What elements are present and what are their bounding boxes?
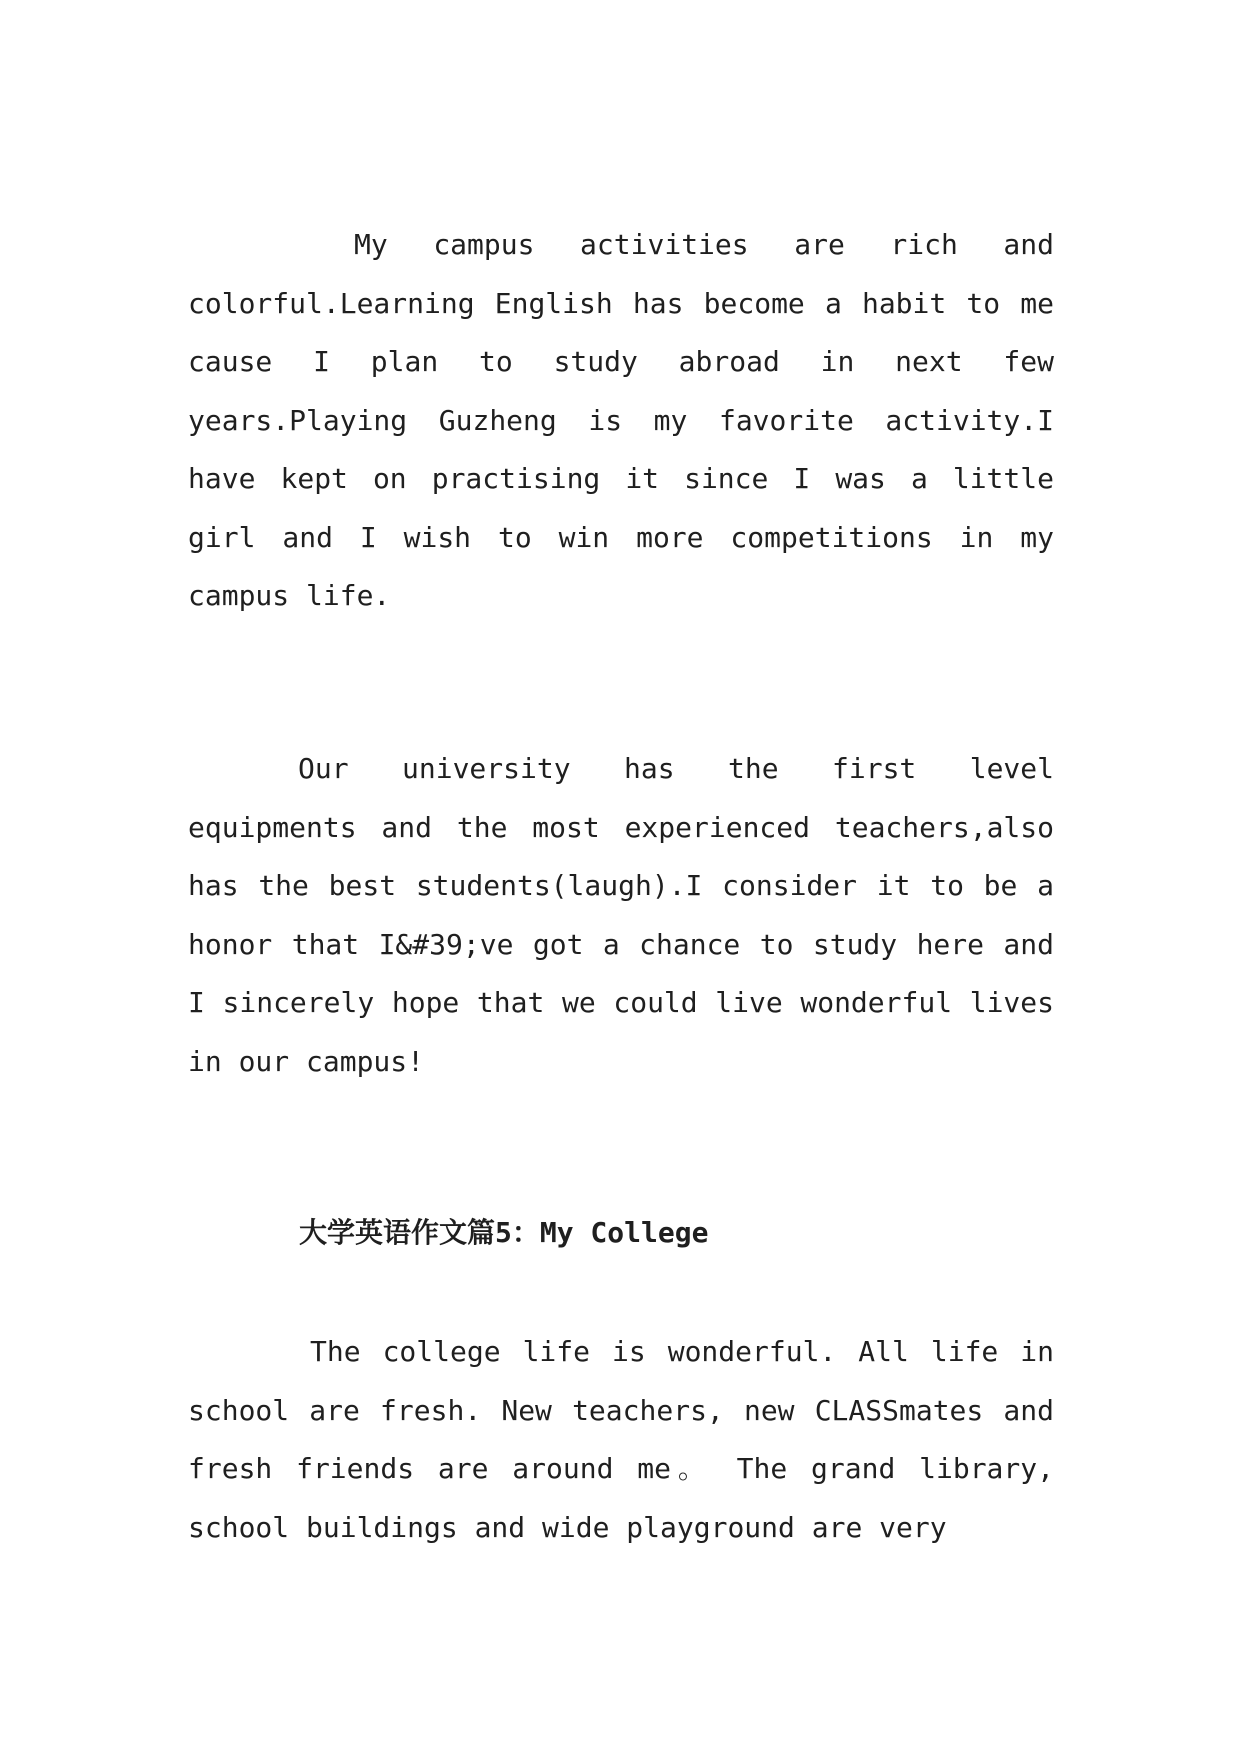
paragraph-campus-activities: My campus activities are rich and colorful.Learning English has become a habit to me cause I plan to study abroad in next few years.Playing Guzheng is my favorite activity.I have kept on practising it since I was a little girl and I wish to win more competitions in my campus life. <box>188 228 1054 612</box>
paragraph-college-life: The college life is wonderful. All life in school are fresh. New teachers, new CLASSmates and fresh friends are around me。 The grand library, school buildings and wide playground are very <box>188 1335 1054 1544</box>
section-heading: 大学英语作文篇5：My College <box>299 1216 709 1249</box>
paragraph-our-university: Our university has the first level equipments and the most experienced teachers,also has the best students(laugh).I consider it to be a honor that I&#39;ve got a chance to study here and I sincerely hope that we could live wonderful lives in our campus! <box>188 752 1054 1078</box>
